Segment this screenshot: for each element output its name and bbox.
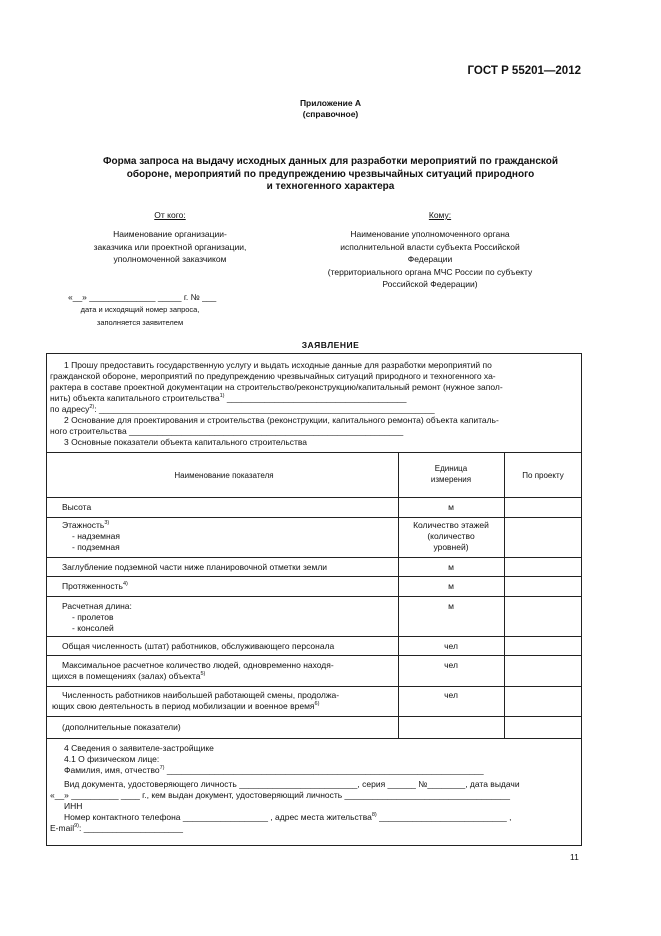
from-line: уполномоченной заказчиком [113, 254, 227, 264]
p1-text: нить) объекта капитального строительства [50, 393, 220, 403]
footnote-ref: 6) [314, 701, 320, 708]
from-line: заказчика или проектной организации, [93, 241, 247, 252]
row-height-unit: м [448, 502, 454, 512]
shift-text: ющих свою деятельность в период мобилизации и военное время [52, 701, 315, 711]
col-header-unit-line: Единица [434, 464, 468, 473]
to-heading: Кому: [428, 210, 452, 220]
blank-line: ___________________________ , [376, 812, 512, 822]
to-line: исполнительной власти субъекта Российской [340, 241, 520, 252]
row-staff-name: Общая численность (штат) работников, обслуживающего персонала [62, 641, 335, 651]
floors-unit-line: Количество этажей [413, 520, 489, 530]
applicant-heading: 4 Сведения о заявителе-застройщике [64, 743, 214, 753]
to-line: Российской Федерации) [382, 279, 478, 289]
p2-line: ного строительства __________________________________________________________ [50, 426, 404, 436]
footnote-ref: 9) [74, 823, 79, 830]
blank-line: ______________________________________ [224, 393, 407, 403]
footnote-ref: 8) [371, 812, 377, 819]
maxpeople-text: щихся в помещениях (залах) объекта [52, 671, 201, 681]
floors-text: Этажность [62, 520, 105, 530]
fio-label: Фамилия, имя, отчество [64, 765, 160, 775]
table-row-border [46, 517, 582, 518]
footnote-ref: 2) [89, 404, 95, 411]
to-line: (территориального органа МЧС России по субъекту [327, 266, 533, 277]
p1-line: рактера в составе проектной документации на строительство/реконструкцию/капитальный ремонт (нужное запол- [50, 382, 503, 392]
row-span-unit: м [448, 601, 454, 611]
row-shift-unit: чел [444, 690, 458, 700]
footnote-ref: 1) [219, 393, 225, 400]
span-sub: - консолей [72, 623, 114, 633]
table-row-border [46, 497, 582, 498]
form-title [40, 156, 621, 194]
standard-number: ГОСТ Р 55201—2012 [467, 65, 581, 77]
page-number: 11 [570, 852, 579, 862]
shift-line [52, 701, 396, 712]
table-top-border [46, 452, 582, 453]
row-maxpeople-unit: чел [444, 660, 458, 670]
row-height-name: Высота [62, 502, 92, 512]
table-row-border [46, 576, 582, 577]
row-span-name [52, 601, 406, 634]
col-header-unit [400, 463, 502, 485]
length-text: Протяженность [62, 581, 123, 591]
inn-line: ИНН [64, 801, 83, 811]
appendix-heading [0, 98, 661, 120]
p2-line: 2 Основание для проектирования и строительства (реконструкции, капитального ремонта) объекта капиталь- [64, 415, 499, 425]
table-row-border [46, 596, 582, 597]
p1-line [50, 393, 578, 404]
appendix-label: Приложение А [299, 98, 362, 108]
row-maxpeople-name [52, 660, 396, 682]
table-row-border [46, 716, 582, 717]
phone-line [50, 812, 578, 823]
phone-label: Номер контактного телефона __________________ , адрес места жительства [64, 812, 372, 822]
note-line: заполняется заявителем [96, 317, 184, 327]
table-row-border [46, 686, 582, 687]
table-row-border [46, 557, 582, 558]
title-line: и техногенного характера [266, 181, 395, 192]
declaration-title: ЗАЯВЛЕНИЕ [301, 340, 360, 350]
maxpeople-line: Максимальное расчетное количество людей, одновременно находя- [62, 660, 334, 670]
footnote-ref: 3) [104, 520, 110, 527]
from-heading: От кого: [154, 210, 186, 220]
table-bottom-border [46, 738, 582, 739]
shift-line: Численность работников наибольшей работающей смены, продолжа- [62, 690, 340, 700]
span-sub: - пролетов [72, 612, 114, 622]
table-row-border [46, 655, 582, 656]
email-label: E-mail [50, 823, 75, 833]
p1-line [50, 404, 578, 415]
col-header-project: По проекту [522, 471, 564, 480]
col-header-name: Наименование показателя [174, 471, 274, 480]
floors-sub: - надземная [72, 531, 120, 541]
span-label: Расчетная длина: [62, 601, 132, 611]
table-col-border [504, 452, 505, 738]
footnote-ref: 5) [200, 671, 206, 678]
footnote-ref: 4) [122, 581, 128, 588]
p1-line: 1 Прошу предоставить государственную услугу и выдать исходные данные для разработки мероприятий по [64, 360, 492, 370]
row-depth-unit: м [448, 562, 454, 572]
p1-text: по адресу [50, 404, 90, 414]
from-line: Наименование организации- [113, 229, 227, 239]
doc-line: «__» __________ ____ г., кем выдан документ, удостоверяющий личность ___________________________________ [50, 790, 511, 800]
row-staff-unit: чел [444, 641, 458, 651]
row-shift-name [52, 690, 396, 712]
row-length-unit: м [448, 581, 454, 591]
applicant-section [50, 743, 578, 834]
paragraph-1 [50, 360, 578, 448]
maxpeople-line [52, 671, 396, 682]
note-line: дата и исходящий номер запроса, [80, 305, 200, 314]
to-line: Наименование уполномоченного органа [350, 229, 510, 239]
email-line [50, 823, 578, 834]
floors-unit-line: (количество [427, 531, 475, 541]
appendix-type: (справочное) [302, 109, 359, 119]
table-row-border [46, 636, 582, 637]
request-number-note [60, 304, 220, 329]
footnote-ref: 7) [159, 765, 165, 772]
table-col-border [398, 452, 399, 738]
blank-line: : _____________________ [78, 823, 183, 833]
applicant-subheading: 4.1 О физическом лице: [64, 754, 160, 764]
fio-line [50, 765, 578, 776]
doc-line: Вид документа, удостоверяющего личность _________________________, серия ______ №________, дата выдачи [64, 779, 520, 789]
blank-line: : _______________________________________________________________________ [94, 404, 435, 414]
p3-line: 3 Основные показатели объекта капитального строительства [64, 437, 308, 447]
row-length-name [52, 581, 406, 592]
p1-line: гражданской обороне, мероприятий по предупреждению чрезвычайных ситуаций природного и техногенного ха- [50, 371, 496, 381]
request-number-field: «__» ______________ _____ г. № ___ [68, 292, 217, 302]
floors-unit-line: уровней) [433, 542, 469, 552]
from-block [50, 228, 290, 266]
to-line: Федерации [407, 254, 453, 264]
blank-line: ___________________________________________________________________ [164, 765, 484, 775]
floors-label [62, 520, 406, 531]
row-depth-name: Заглубление подземной части ниже планировочной отметки земли [62, 562, 328, 572]
to-block [295, 228, 565, 291]
col-header-unit-line: измерения [430, 475, 472, 484]
title-line: Форма запроса на выдачу исходных данных для разработки мероприятий по гражданской [102, 156, 559, 167]
row-extra-name: (дополнительные показатели) [62, 722, 181, 732]
floors-sub: - подземная [72, 542, 120, 552]
row-floors-unit [400, 520, 502, 553]
title-line: обороне, мероприятий по предупреждению чрезвычайных ситуаций природного [126, 168, 535, 180]
row-floors-name [52, 520, 406, 553]
